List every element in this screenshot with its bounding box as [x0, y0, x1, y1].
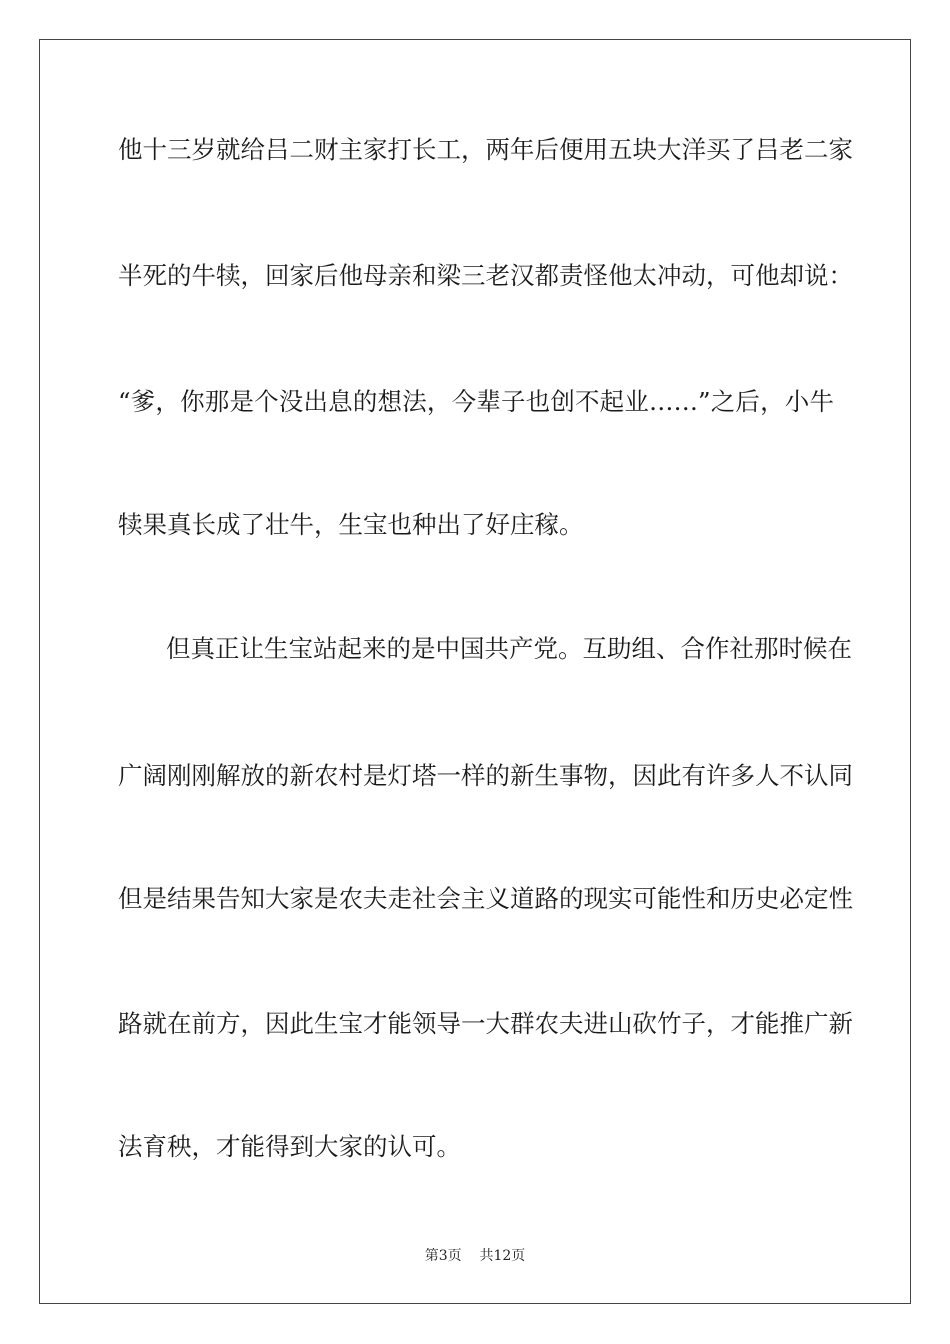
page-border — [39, 39, 911, 1304]
paragraph-line: 广阔刚刚解放的新农村是灯塔一样的新生事物，因此有许多人不认同 — [118, 761, 853, 790]
paragraph-line: 他十三岁就给吕二财主家打长工，两年后便用五块大洋买了吕老二家 — [118, 135, 853, 164]
paragraph-line: 但是结果告知大家是农夫走社会主义道路的现实可能性和历史必定性 — [118, 884, 853, 913]
paragraph-line: 路就在前方，因此生宝才能领导一大群农夫进山砍竹子，才能推广新 — [118, 1009, 853, 1038]
paragraph-line: 半死的牛犊，回家后他母亲和梁三老汉都责怪他太冲动，可他却说： — [118, 261, 853, 290]
paragraph-line: 法育秧，才能得到大家的认可。 — [118, 1132, 461, 1161]
paragraph-line: “爹，你那是个没出息的想法，今辈子也创不起业……”之后，小牛 — [118, 387, 834, 416]
page-number-footer: 第3页 共12页 — [424, 1248, 526, 1264]
paragraph-line: 犊果真长成了壮牛，生宝也种出了好庄稼。 — [118, 510, 584, 539]
paragraph-line-indented: 但真正让生宝站起来的是中国共产党。互助组、合作社那时候在 — [166, 634, 852, 663]
